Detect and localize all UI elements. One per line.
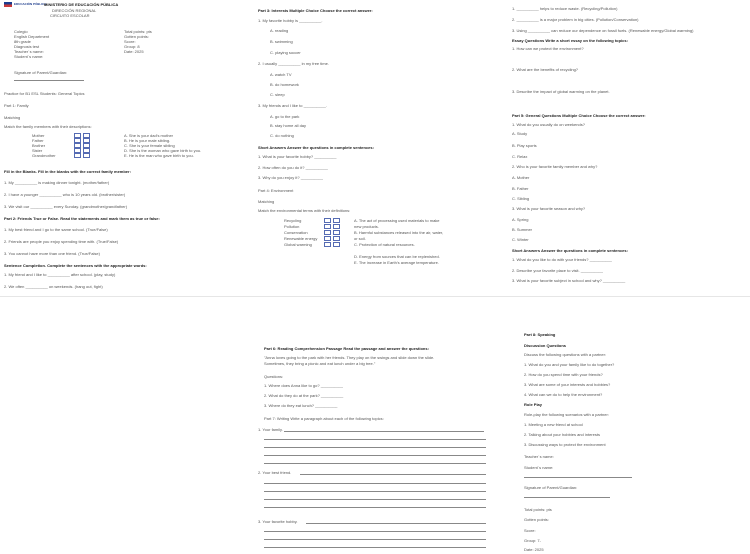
family-term: Mother xyxy=(32,133,45,138)
score: Score: xyxy=(124,39,136,44)
sentence-completion-title: Sentence Completion. Complete the sentences with the appropriate words: xyxy=(4,263,147,268)
family-term: Grandmother xyxy=(32,153,56,158)
questions-label: Questions: xyxy=(264,374,284,379)
answer-line[interactable] xyxy=(306,523,486,524)
env-term: Conservation xyxy=(284,230,308,235)
answer-line[interactable] xyxy=(264,507,486,508)
answer-line[interactable] xyxy=(264,531,486,532)
writing-topic: 1. Your family. xyxy=(258,427,283,432)
answer-line[interactable] xyxy=(264,483,486,484)
signature-label: Signature of Parent/Guardian: xyxy=(14,70,68,75)
short-answer: 3. What is your favorite subject in school and why? __________ xyxy=(512,278,626,283)
option[interactable]: B. do homework xyxy=(270,82,299,87)
gotten-points: Gotten points: xyxy=(524,517,549,522)
answer-line[interactable] xyxy=(300,474,486,475)
option[interactable]: B. Play sports xyxy=(512,143,537,148)
option[interactable]: B. Father xyxy=(512,186,529,191)
family-definition: D. She is the woman who gave birth to you. xyxy=(124,148,202,153)
student-label: Student´s name: xyxy=(14,54,44,59)
tf-item: 2. Friends are people you enjoy spending time with. (True/False) xyxy=(4,239,119,244)
passage-line: "Anna loves going to the park with her friends. They play on the swings and slide down the slide. xyxy=(264,355,435,360)
part4-title: Part 4: Environment xyxy=(258,188,294,193)
answer-line[interactable] xyxy=(264,455,486,456)
option[interactable]: A. Spring xyxy=(512,217,529,222)
option[interactable]: C. sleep xyxy=(270,92,285,97)
short-answer: 2. How often do you do it? __________ xyxy=(258,165,328,170)
essay-title: Essay Questions Write a short essay on the following topics: xyxy=(512,38,628,43)
total-points: Total points: pts xyxy=(124,29,152,34)
answer-line[interactable] xyxy=(264,439,486,440)
teacher-label: Teacher´s name: xyxy=(524,454,554,459)
tf-item: 3. You cannot have more than one friend. (True/False) xyxy=(4,251,100,256)
option[interactable]: A. Mother xyxy=(512,175,530,180)
part1-title: Part 1: Family xyxy=(4,103,29,108)
option[interactable]: C. playing soccer xyxy=(270,50,301,55)
department: English Department xyxy=(14,34,50,39)
signature-line[interactable] xyxy=(524,497,610,498)
part3-title: Part 3: Interests Multiple Choice Choose the correct answer: xyxy=(258,8,373,13)
gotten-points: Gotten points: xyxy=(124,34,149,39)
part1-subtitle: Matching xyxy=(4,115,21,120)
answer-line[interactable] xyxy=(264,547,486,548)
part5-title: Part 5: General Questions Multiple Choice Choose the correct answer: xyxy=(512,113,646,118)
practice-title: Practice for B1 ESL Students: General Topics xyxy=(4,91,85,96)
date: Date: 2025 xyxy=(124,49,144,54)
env-term: Pollution xyxy=(284,224,300,229)
option[interactable]: A. watch TV xyxy=(270,72,292,77)
fill-item: 3. Using __________ can reduce our dependence on fossil fuels. (Renewable energy/Global warming) xyxy=(512,28,694,33)
env-definition: C. Protection of natural resources. xyxy=(354,242,415,247)
option[interactable]: A. reading xyxy=(270,28,289,33)
option[interactable]: C. Sibling xyxy=(512,196,530,201)
family-definition: C. She is your female sibling xyxy=(124,143,175,148)
family-term: Father xyxy=(32,138,44,143)
answer-boxes[interactable] xyxy=(72,153,90,159)
short-answers-title: Short Answers Answer the questions in complete sentences: xyxy=(258,145,374,150)
college-label: Colegio xyxy=(14,29,28,34)
signature-label: Signature of Parent/Guardian: xyxy=(524,485,578,490)
option[interactable]: C. do nothing xyxy=(270,133,294,138)
family-definition: E. He is the man who gave birth to you. xyxy=(124,153,194,158)
ministry-title: MINISTERIO DE EDUCACIÓN PÚBLICA xyxy=(44,2,119,7)
ministry-logo xyxy=(4,2,12,7)
env-term: Recycling xyxy=(284,218,302,223)
discussion-question: 1. What do you and your family like to do together? xyxy=(524,362,615,367)
question: 2. I usually __________ in my free time. xyxy=(258,61,329,66)
sc-item: 2. We often __________ on weekends. (hang out, fight) xyxy=(4,284,103,289)
role-play-item: 3. Discussing ways to protect the environment xyxy=(524,442,606,447)
true-false-title: Part 2: Friends True or False. Read the statements and mark them as true or false: xyxy=(4,216,160,221)
student-label: Student´s name: xyxy=(524,465,554,470)
question: 3. What is your favorite season and why? xyxy=(512,206,586,211)
env-definition: new products. xyxy=(354,224,379,229)
answer-boxes[interactable] xyxy=(322,242,340,248)
answer-line[interactable] xyxy=(264,447,486,448)
env-term: Renewable energy xyxy=(284,236,318,241)
env-definition: E. The increase in Earth's average temperature. xyxy=(354,260,439,265)
fill-item: 2. I have a younger __________ who is 10 years old. (brother/sister) xyxy=(4,192,126,197)
fill-item: 2. __________ is a major problem in big cities. (Pollution/Conservation) xyxy=(512,17,639,22)
group: Group: 8 xyxy=(124,44,140,49)
part4-instruction: Match the environmental terms with their definitions: xyxy=(258,208,351,213)
env-definition: or soil. xyxy=(354,236,366,241)
question: 1. What do you usually do on weekends? xyxy=(512,122,585,127)
discussion-intro: Discuss the following questions with a partner: xyxy=(524,352,607,357)
fill-item: 1. __________ helps to reduce waste. (Recycling/Pollution) xyxy=(512,6,618,11)
teacher-label: Teacher´s name: xyxy=(14,49,44,54)
env-term: Global warming xyxy=(284,242,312,247)
part1-instruction: Match the family members with their descriptions: xyxy=(4,124,92,129)
score: Score: xyxy=(524,528,536,533)
essay-topic: 1. How can we protect the environment? xyxy=(512,46,584,51)
short-answer: 2. Describe your favorite place to visit. __________ xyxy=(512,268,603,273)
question: 2. Who is your favorite family member and why? xyxy=(512,164,598,169)
env-definition: B. Harmful substances released into the air, water, xyxy=(354,230,444,235)
test-type: Diagnosis test xyxy=(14,44,40,49)
role-play-title: Role Play xyxy=(524,402,543,407)
circuit: CIRCUITO ESCOLAR xyxy=(50,13,90,18)
env-definition: A. The act of processing used materials to make xyxy=(354,218,440,223)
short-answer: 3. Why do you enjoy it? __________ xyxy=(258,175,323,180)
essay-topic: 3. Describe the impact of global warming on the planet. xyxy=(512,89,610,94)
reading-question: 1. Where does Anna like to go? __________ xyxy=(264,383,343,388)
answer-line[interactable] xyxy=(284,431,484,432)
question: 1. My favorite hobby is __________. xyxy=(258,18,323,23)
answer-line[interactable] xyxy=(264,499,486,500)
option[interactable]: C. Relax xyxy=(512,154,528,159)
answer-line[interactable] xyxy=(264,539,486,540)
passage-line: Sometimes, they bring a picnic and eat lunch under a big tree." xyxy=(264,361,376,366)
writing-topic: 3. Your favorite hobby. xyxy=(258,519,298,524)
answer-line[interactable] xyxy=(264,491,486,492)
part4-subtitle: Matching xyxy=(258,199,275,204)
part6-title: Part 6: Reading Comprehension Passage Read the passage and answer the questions: xyxy=(264,346,429,351)
reading-question: 2. What do they do at the park? __________ xyxy=(264,393,344,398)
region: DIRECCIÓN REGIONAL xyxy=(52,8,97,13)
env-definition: D. Energy from sources that can be replenished. xyxy=(354,254,440,259)
group: Group: 7- xyxy=(524,538,541,543)
discussion-question: 3. What are some of your interests and hobbies? xyxy=(524,382,611,387)
option[interactable]: B. Summer xyxy=(512,227,533,232)
worksheet-page-2 xyxy=(0,296,750,554)
discussion-question: 2. How do you spend time with your friends? xyxy=(524,372,603,377)
answer-line[interactable] xyxy=(264,463,486,464)
role-play-intro: Role-play the following scenarios with a partner: xyxy=(524,412,609,417)
discussion-question: 4. What can we do to help the environment? xyxy=(524,392,603,397)
option[interactable]: B. stay home all day xyxy=(270,123,307,128)
reading-question: 3. Where do they eat lunch? __________ xyxy=(264,403,338,408)
short-answers-title: Short Answers Answer the questions in complete sentences: xyxy=(512,248,628,253)
option[interactable]: A. go to the park xyxy=(270,114,300,119)
role-play-item: 1. Meeting a new friend at school xyxy=(524,422,583,427)
grade: 8th grade xyxy=(14,39,31,44)
role-play-item: 2. Talking about your hobbies and interests xyxy=(524,432,600,437)
writing-topic: 2. Your best friend. xyxy=(258,470,292,475)
discussion-title: Discussion Questions xyxy=(524,343,567,348)
sc-item: 1. My friend and I like to __________ after school. (play, study) xyxy=(4,272,116,277)
short-answer: 1. What is your favorite hobby? __________ xyxy=(258,154,337,159)
option[interactable]: C. Winter xyxy=(512,237,529,242)
ministry-small: EDUCACIÓN PÚBLICA xyxy=(14,2,47,6)
short-answer: 1. What do you like to do with your friends? __________ xyxy=(512,257,612,262)
total-points: Total points: pts xyxy=(524,507,552,512)
signature-line xyxy=(14,80,84,81)
family-definition: B. He is your male sibling. xyxy=(124,138,171,143)
family-definition: A. She is your dad's mother xyxy=(124,133,174,138)
part7-title: Part 7: Writing Write a paragraph about each of the following topics: xyxy=(264,416,384,421)
family-term: Sister xyxy=(32,148,43,153)
fill-item: 1. My __________ is making dinner tonight. (mother/father) xyxy=(4,180,110,185)
option[interactable]: B. swimming xyxy=(270,39,293,44)
part8-title: Part 8: Speaking xyxy=(524,332,556,337)
fill-item: 3. We visit our __________ every Sunday. (grandmother/grandfather) xyxy=(4,204,128,209)
option[interactable]: A. Study xyxy=(512,131,528,136)
fill-title: Fill in the Blanks. Fill in the blanks with the correct family member: xyxy=(4,169,131,174)
tf-item: 1. My best friend and I go to the same school. (True/False) xyxy=(4,227,108,232)
essay-topic: 2. What are the benefits of recycling? xyxy=(512,67,579,72)
date: Date: 2025 xyxy=(524,547,544,552)
name-line[interactable] xyxy=(524,477,632,478)
question: 3. My friends and I like to __________. xyxy=(258,103,327,108)
family-term: Brother xyxy=(32,143,46,148)
